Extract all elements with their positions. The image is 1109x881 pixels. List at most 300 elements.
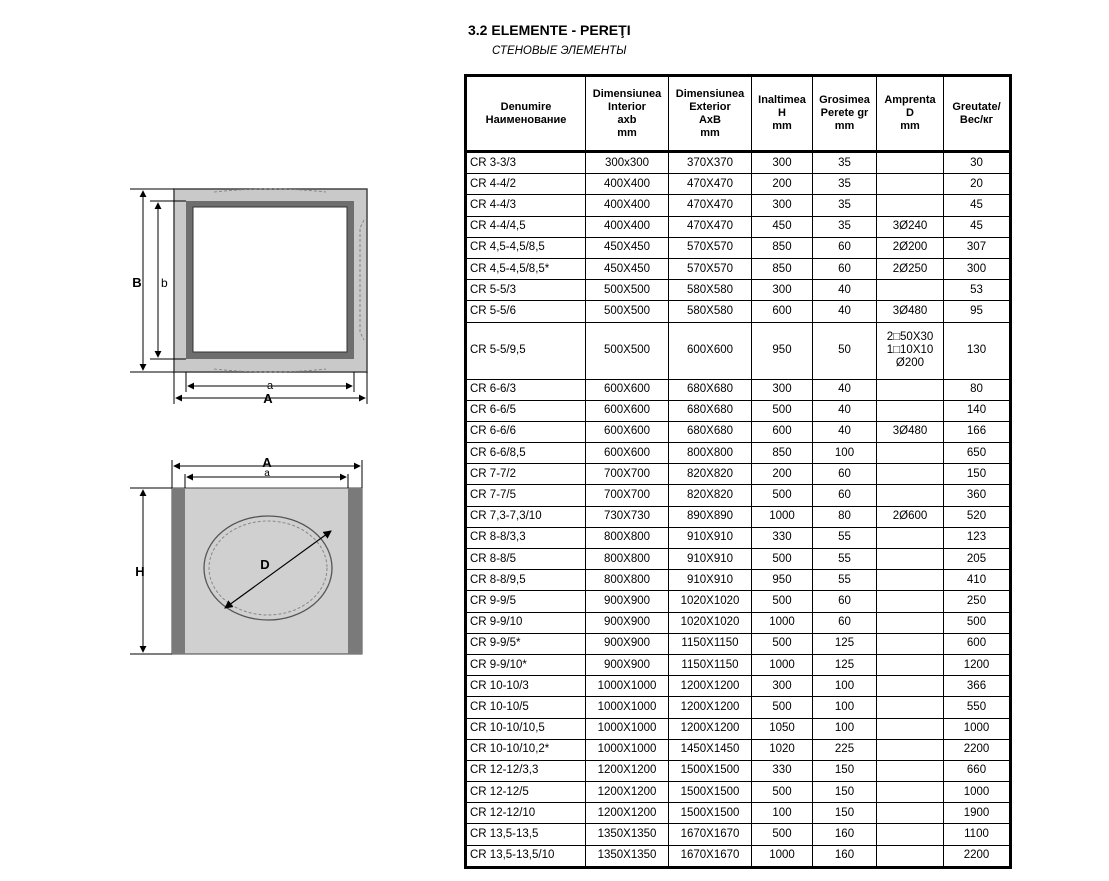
cell-exterior: 1020X1020 <box>669 612 752 633</box>
cell-thickness: 60 <box>813 485 877 506</box>
cell-interior: 1350X1350 <box>586 824 669 845</box>
cell-height: 500 <box>752 697 813 718</box>
table-header-row <box>466 76 1011 152</box>
cell-weight: 300 <box>944 258 1011 279</box>
cell-name: CR 4-4/3 <box>466 195 586 216</box>
cell-footprint <box>877 739 944 760</box>
cell-interior: 600X600 <box>586 379 669 400</box>
cell-thickness: 125 <box>813 633 877 654</box>
table-row <box>466 697 1011 718</box>
cell-height: 850 <box>752 237 813 258</box>
cell-weight: 650 <box>944 443 1011 464</box>
cell-weight: 366 <box>944 676 1011 697</box>
cell-interior: 400X400 <box>586 216 669 237</box>
cell-footprint <box>877 485 944 506</box>
cell-exterior: 1500X1500 <box>669 782 752 803</box>
header-line: Inaltimea <box>758 94 806 106</box>
cell-thickness: 40 <box>813 379 877 400</box>
cell-height: 200 <box>752 464 813 485</box>
cell-weight: 1000 <box>944 718 1011 739</box>
header-exterior <box>669 76 752 152</box>
table-row <box>466 421 1011 442</box>
cell-name: CR 9-9/10 <box>466 612 586 633</box>
cell-footprint <box>877 676 944 697</box>
cell-height: 1000 <box>752 654 813 675</box>
wall-elements-table <box>464 74 1012 869</box>
cell-name: CR 6-6/6 <box>466 421 586 442</box>
cell-weight: 520 <box>944 506 1011 527</box>
cell-interior: 600X600 <box>586 400 669 421</box>
cell-height: 500 <box>752 485 813 506</box>
cell-footprint: 3Ø480 <box>877 421 944 442</box>
cell-interior: 600X600 <box>586 443 669 464</box>
cell-exterior: 1500X1500 <box>669 760 752 781</box>
label-a-top: a <box>266 380 274 392</box>
table-row <box>466 718 1011 739</box>
cell-weight: 95 <box>944 301 1011 322</box>
cell-thickness: 100 <box>813 676 877 697</box>
cell-footprint: 2Ø200 <box>877 237 944 258</box>
table-row <box>466 400 1011 421</box>
cell-thickness: 160 <box>813 824 877 845</box>
header-name <box>466 76 586 152</box>
cell-footprint <box>877 464 944 485</box>
cell-exterior: 680X680 <box>669 421 752 442</box>
cell-height: 500 <box>752 549 813 570</box>
table-row <box>466 654 1011 675</box>
header-line: mm <box>900 120 920 132</box>
cell-thickness: 100 <box>813 718 877 739</box>
cell-height: 600 <box>752 301 813 322</box>
cell-thickness: 35 <box>813 174 877 195</box>
cell-name: CR 9-9/10* <box>466 654 586 675</box>
header-weight <box>944 76 1011 152</box>
cell-weight: 2200 <box>944 739 1011 760</box>
cell-exterior: 1670X1670 <box>669 824 752 845</box>
cell-thickness: 125 <box>813 654 877 675</box>
cell-weight: 53 <box>944 280 1011 301</box>
cell-footprint <box>877 718 944 739</box>
cell-footprint <box>877 612 944 633</box>
cell-footprint <box>877 549 944 570</box>
cell-height: 1020 <box>752 739 813 760</box>
table-row <box>466 464 1011 485</box>
section-subtitle: СТЕНОВЫЕ ЭЛЕМЕНТЫ <box>492 45 627 57</box>
cell-weight: 1000 <box>944 782 1011 803</box>
cell-interior: 800X800 <box>586 570 669 591</box>
side-view-drawing <box>130 455 362 654</box>
header-line: H <box>778 107 786 119</box>
cell-footprint: 2□50X30 1□10X10 Ø200 <box>877 322 944 379</box>
cell-interior: 400X400 <box>586 195 669 216</box>
cell-footprint <box>877 824 944 845</box>
cell-name: CR 4,5-4,5/8,5 <box>466 237 586 258</box>
cell-interior: 900X900 <box>586 591 669 612</box>
cell-thickness: 55 <box>813 549 877 570</box>
cell-thickness: 150 <box>813 760 877 781</box>
table-row <box>466 739 1011 760</box>
cell-name: CR 13,5-13,5/10 <box>466 845 586 867</box>
header-line: axb <box>617 113 637 126</box>
cell-exterior: 470X470 <box>669 195 752 216</box>
cell-exterior: 570X570 <box>669 237 752 258</box>
cell-name: CR 12-12/10 <box>466 803 586 824</box>
label-H-side: H <box>135 564 145 579</box>
cell-exterior: 820X820 <box>669 464 752 485</box>
cell-interior: 900X900 <box>586 633 669 654</box>
left-wall <box>172 488 185 654</box>
header-line: Dimensiunea <box>675 87 745 100</box>
label-a-side: a <box>264 468 270 479</box>
cell-weight: 2200 <box>944 845 1011 867</box>
cell-footprint <box>877 782 944 803</box>
table-row <box>466 612 1011 633</box>
table-row <box>466 237 1011 258</box>
header-interior <box>586 76 669 152</box>
cell-interior: 800X800 <box>586 549 669 570</box>
cell-name: CR 5-5/9,5 <box>466 322 586 379</box>
cell-name: CR 6-6/5 <box>466 400 586 421</box>
cell-thickness: 60 <box>813 258 877 279</box>
cell-footprint <box>877 280 944 301</box>
cell-footprint <box>877 527 944 548</box>
cell-height: 950 <box>752 322 813 379</box>
cell-weight: 500 <box>944 612 1011 633</box>
cell-thickness: 40 <box>813 421 877 442</box>
label-b-top: b <box>161 276 168 290</box>
cell-footprint <box>877 760 944 781</box>
cell-name: CR 10-10/3 <box>466 676 586 697</box>
table-row <box>466 258 1011 279</box>
cell-exterior: 800X800 <box>669 443 752 464</box>
cell-interior: 730X730 <box>586 506 669 527</box>
cell-weight: 550 <box>944 697 1011 718</box>
cell-exterior: 680X680 <box>669 400 752 421</box>
cell-height: 330 <box>752 760 813 781</box>
cell-exterior: 470X470 <box>669 216 752 237</box>
label-A-side: A <box>262 455 272 470</box>
header-line: Interior <box>608 100 646 113</box>
cell-footprint: 3Ø240 <box>877 216 944 237</box>
cell-weight: 20 <box>944 174 1011 195</box>
cell-interior: 1200X1200 <box>586 760 669 781</box>
cell-exterior: 910X910 <box>669 549 752 570</box>
cell-weight: 600 <box>944 633 1011 654</box>
cell-weight: 360 <box>944 485 1011 506</box>
cell-thickness: 55 <box>813 527 877 548</box>
cell-thickness: 60 <box>813 237 877 258</box>
cell-interior: 500X500 <box>586 280 669 301</box>
table-row <box>466 591 1011 612</box>
cell-interior: 700X700 <box>586 464 669 485</box>
cell-name: CR 8-8/5 <box>466 549 586 570</box>
cell-weight: 250 <box>944 591 1011 612</box>
cell-interior: 1000X1000 <box>586 739 669 760</box>
cell-interior: 1000X1000 <box>586 697 669 718</box>
cell-exterior: 1450X1450 <box>669 739 752 760</box>
header-line: mm <box>834 120 855 132</box>
cell-weight: 1900 <box>944 803 1011 824</box>
cell-footprint <box>877 174 944 195</box>
table-row <box>466 676 1011 697</box>
top-view-drawing <box>130 189 367 406</box>
cell-weight: 166 <box>944 421 1011 442</box>
table-body <box>466 152 1011 868</box>
cell-weight: 130 <box>944 322 1011 379</box>
table-row <box>466 845 1011 867</box>
cell-interior: 1350X1350 <box>586 845 669 867</box>
table-row <box>466 280 1011 301</box>
cell-thickness: 40 <box>813 400 877 421</box>
header-line: Наименование <box>485 113 567 126</box>
cell-thickness: 35 <box>813 216 877 237</box>
cell-footprint <box>877 845 944 867</box>
cell-name: CR 5-5/6 <box>466 301 586 322</box>
cell-name: CR 10-10/5 <box>466 697 586 718</box>
cell-interior: 1000X1000 <box>586 718 669 739</box>
cell-height: 300 <box>752 379 813 400</box>
cell-height: 500 <box>752 591 813 612</box>
cell-height: 300 <box>752 152 813 174</box>
cell-interior: 300x300 <box>586 152 669 174</box>
cell-exterior: 580X580 <box>669 280 752 301</box>
cell-name: CR 8-8/3,3 <box>466 527 586 548</box>
cell-footprint: 2Ø600 <box>877 506 944 527</box>
table-row <box>466 216 1011 237</box>
cell-interior: 500X500 <box>586 322 669 379</box>
header-line: D <box>906 107 914 119</box>
header-line: Amprenta <box>884 94 936 106</box>
cell-thickness: 35 <box>813 195 877 216</box>
cell-thickness: 60 <box>813 591 877 612</box>
cell-thickness: 160 <box>813 845 877 867</box>
table-row <box>466 760 1011 781</box>
table-row <box>466 195 1011 216</box>
cell-interior: 800X800 <box>586 527 669 548</box>
table-row <box>466 633 1011 654</box>
header-line: Greutate/ <box>952 100 1001 113</box>
cell-exterior: 1200X1200 <box>669 676 752 697</box>
cell-footprint <box>877 697 944 718</box>
table-row <box>466 152 1011 174</box>
cell-name: CR 12-12/3,3 <box>466 760 586 781</box>
header-line: Perete gr <box>820 107 869 119</box>
cell-weight: 45 <box>944 216 1011 237</box>
cell-name: CR 4-4/2 <box>466 174 586 195</box>
cell-thickness: 100 <box>813 443 877 464</box>
cell-weight: 123 <box>944 527 1011 548</box>
cell-exterior: 470X470 <box>669 174 752 195</box>
cell-name: CR 9-9/5* <box>466 633 586 654</box>
label-A-top: A <box>263 391 273 406</box>
section-title: 3.2 ELEMENTE - PEREŢI <box>468 22 631 38</box>
cell-name: CR 4,5-4,5/8,5* <box>466 258 586 279</box>
table-row <box>466 782 1011 803</box>
cell-exterior: 1200X1200 <box>669 718 752 739</box>
table-row <box>466 506 1011 527</box>
cell-interior: 450X450 <box>586 258 669 279</box>
cell-height: 300 <box>752 676 813 697</box>
cell-weight: 45 <box>944 195 1011 216</box>
cell-exterior: 820X820 <box>669 485 752 506</box>
cell-name: CR 3-3/3 <box>466 152 586 174</box>
table-row <box>466 322 1011 379</box>
cell-footprint: 2Ø250 <box>877 258 944 279</box>
cell-height: 500 <box>752 824 813 845</box>
header-line: Вес/кг <box>959 113 994 126</box>
header-line: Dimensiunea <box>592 87 662 100</box>
cell-thickness: 35 <box>813 152 877 174</box>
cell-interior: 450X450 <box>586 237 669 258</box>
cell-weight: 410 <box>944 570 1011 591</box>
cell-interior: 400X400 <box>586 174 669 195</box>
cell-interior: 600X600 <box>586 421 669 442</box>
cell-height: 300 <box>752 280 813 301</box>
cell-weight: 140 <box>944 400 1011 421</box>
cell-exterior: 890X890 <box>669 506 752 527</box>
cell-exterior: 370X370 <box>669 152 752 174</box>
right-wall <box>348 488 362 654</box>
cell-weight: 307 <box>944 237 1011 258</box>
cell-exterior: 680X680 <box>669 379 752 400</box>
cell-weight: 1100 <box>944 824 1011 845</box>
cell-footprint <box>877 443 944 464</box>
cell-footprint <box>877 633 944 654</box>
cell-exterior: 910X910 <box>669 570 752 591</box>
cell-name: CR 8-8/9,5 <box>466 570 586 591</box>
cell-name: CR 7-7/2 <box>466 464 586 485</box>
cell-exterior: 600X600 <box>669 322 752 379</box>
cell-height: 500 <box>752 782 813 803</box>
cell-footprint: 3Ø480 <box>877 301 944 322</box>
cell-weight: 1200 <box>944 654 1011 675</box>
cell-height: 330 <box>752 527 813 548</box>
table-row <box>466 301 1011 322</box>
cell-exterior: 1020X1020 <box>669 591 752 612</box>
cell-name: CR 10-10/10,2* <box>466 739 586 760</box>
header-line: Exterior <box>689 100 731 113</box>
table-row <box>466 824 1011 845</box>
cell-height: 1000 <box>752 845 813 867</box>
header-line: mm <box>772 120 792 132</box>
cell-thickness: 55 <box>813 570 877 591</box>
cell-exterior: 1150X1150 <box>669 633 752 654</box>
cell-height: 1050 <box>752 718 813 739</box>
header-line: Grosimea <box>819 94 870 106</box>
cell-thickness: 40 <box>813 280 877 301</box>
cell-height: 450 <box>752 216 813 237</box>
table-row <box>466 379 1011 400</box>
cell-footprint <box>877 803 944 824</box>
cell-interior: 900X900 <box>586 654 669 675</box>
cell-interior: 1200X1200 <box>586 803 669 824</box>
cell-name: CR 6-6/3 <box>466 379 586 400</box>
cell-footprint <box>877 654 944 675</box>
cell-thickness: 60 <box>813 464 877 485</box>
table-row <box>466 803 1011 824</box>
cell-thickness: 150 <box>813 782 877 803</box>
cell-name: CR 5-5/3 <box>466 280 586 301</box>
table-row <box>466 443 1011 464</box>
cell-height: 100 <box>752 803 813 824</box>
cell-height: 950 <box>752 570 813 591</box>
table-row <box>466 485 1011 506</box>
cell-footprint <box>877 400 944 421</box>
cell-thickness: 40 <box>813 301 877 322</box>
cell-height: 850 <box>752 258 813 279</box>
cell-thickness: 100 <box>813 697 877 718</box>
header-line: Denumire <box>500 100 552 113</box>
label-D-side: D <box>260 557 270 572</box>
cell-footprint <box>877 570 944 591</box>
cell-weight: 80 <box>944 379 1011 400</box>
cell-footprint <box>877 152 944 174</box>
cell-thickness: 150 <box>813 803 877 824</box>
cell-exterior: 570X570 <box>669 258 752 279</box>
cell-footprint <box>877 379 944 400</box>
cell-weight: 660 <box>944 760 1011 781</box>
cell-name: CR 6-6/8,5 <box>466 443 586 464</box>
cell-exterior: 1670X1670 <box>669 845 752 867</box>
cell-interior: 900X900 <box>586 612 669 633</box>
header-footprint <box>877 76 944 152</box>
cell-height: 600 <box>752 421 813 442</box>
cell-weight: 205 <box>944 549 1011 570</box>
cell-thickness: 80 <box>813 506 877 527</box>
cell-height: 300 <box>752 195 813 216</box>
cell-height: 1000 <box>752 506 813 527</box>
cell-footprint <box>877 195 944 216</box>
cell-interior: 1000X1000 <box>586 676 669 697</box>
cell-exterior: 910X910 <box>669 527 752 548</box>
cell-thickness: 225 <box>813 739 877 760</box>
cell-interior: 700X700 <box>586 485 669 506</box>
cell-height: 500 <box>752 633 813 654</box>
cell-exterior: 1500X1500 <box>669 803 752 824</box>
cell-name: CR 7-7/5 <box>466 485 586 506</box>
label-B-top: B <box>132 275 142 290</box>
inner-opening <box>193 207 347 352</box>
cell-height: 200 <box>752 174 813 195</box>
cell-exterior: 1200X1200 <box>669 697 752 718</box>
header-thickness <box>813 76 877 152</box>
cell-name: CR 7,3-7,3/10 <box>466 506 586 527</box>
table-row <box>466 527 1011 548</box>
cell-exterior: 580X580 <box>669 301 752 322</box>
table-row <box>466 570 1011 591</box>
cell-height: 500 <box>752 400 813 421</box>
cell-interior: 1200X1200 <box>586 782 669 803</box>
header-line: mm <box>617 126 637 139</box>
technical-drawings <box>0 0 460 881</box>
table-row <box>466 174 1011 195</box>
cell-interior: 500X500 <box>586 301 669 322</box>
table-row <box>466 549 1011 570</box>
cell-name: CR 9-9/5 <box>466 591 586 612</box>
cell-weight: 150 <box>944 464 1011 485</box>
cell-footprint <box>877 591 944 612</box>
cell-name: CR 13,5-13,5 <box>466 824 586 845</box>
cell-name: CR 10-10/10,5 <box>466 718 586 739</box>
cell-name: CR 12-12/5 <box>466 782 586 803</box>
header-height <box>752 76 813 152</box>
header-line: AxB <box>698 113 721 126</box>
cell-name: CR 4-4/4,5 <box>466 216 586 237</box>
cell-exterior: 1150X1150 <box>669 654 752 675</box>
cell-weight: 30 <box>944 152 1011 174</box>
header-line: mm <box>700 126 720 139</box>
cell-height: 1000 <box>752 612 813 633</box>
